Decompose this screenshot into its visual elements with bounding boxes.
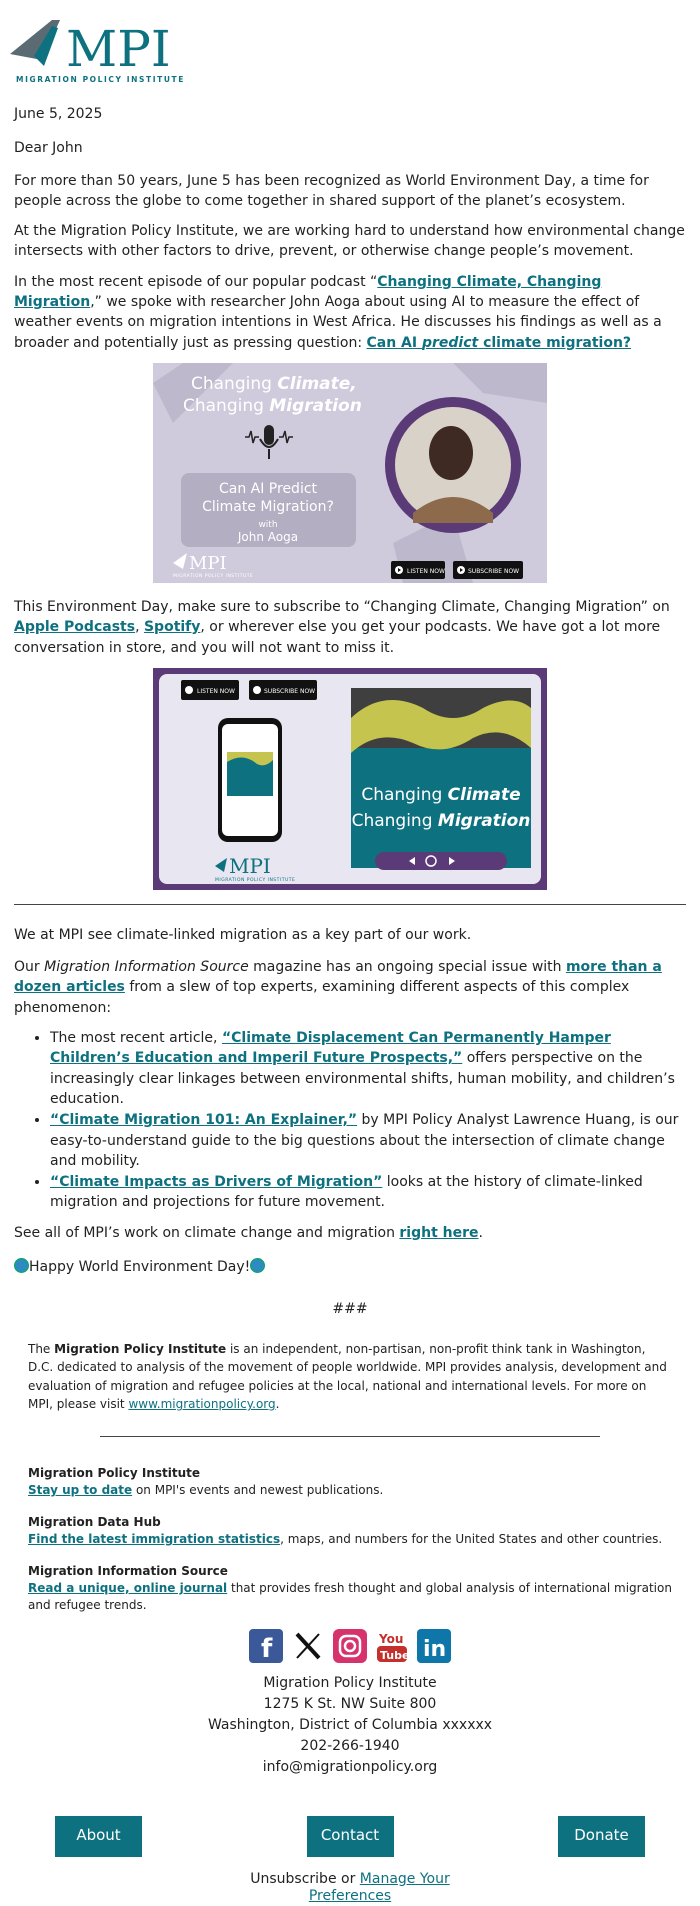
website-link[interactable]: www.migrationpolicy.org xyxy=(128,1397,276,1412)
youtube-icon[interactable] xyxy=(375,1629,409,1663)
articles-list xyxy=(14,1028,686,1213)
section-divider xyxy=(14,904,686,905)
svg-text:SUBSCRIBE NOW: SUBSCRIBE NOW xyxy=(264,687,316,695)
about-mpi: The Migration Policy Institute is an independent, non-partisan, non-profit think tank in Washington, D.C. dedicated to analysis of the movement of people worldwide. MPI provides analysis, development and evaluation of migration and refugee policies at the local, national and international levels. For more on MPI, please visit www.migrationpolicy.org. xyxy=(28,1341,667,1412)
spotify-link[interactable]: Spotify xyxy=(143,619,201,636)
paragraph-7: See all of MPI’s work on climate change and migration right here. xyxy=(14,1224,483,1241)
can-ai-predict-link[interactable]: Can AI predict climate migration? xyxy=(366,334,632,351)
x-icon[interactable] xyxy=(291,1629,325,1663)
podcast-subscribe-banner[interactable] xyxy=(153,668,547,890)
postal-address: Migration Policy Institute 1275 K St. NW Suite 800 Washington, District of Columbia xxxxxx 202-266-1940 info@migrationpolicy.org xyxy=(207,1674,493,1775)
stay-up-to-date-link[interactable]: Stay up to date xyxy=(28,1483,133,1498)
email-date: June 5, 2025 xyxy=(14,106,103,122)
banner1-title-line1: Changing Climate, xyxy=(191,373,357,394)
svg-text:in: in xyxy=(423,1636,447,1662)
globe-icon xyxy=(250,1258,265,1273)
svg-text:You: You xyxy=(379,1631,404,1646)
phone-mockup xyxy=(218,718,282,842)
article-link-drivers[interactable]: “Climate Impacts as Drivers of Migration” xyxy=(50,1174,383,1191)
logo-tagline: MIGRATION POLICY INSTITUTE xyxy=(16,75,185,84)
banner1-guest: John Aoga xyxy=(237,529,299,544)
list-item: • “Climate Impacts as Drivers of Migration” looks at the history of climate-linked migration and projections for future movement. xyxy=(50,1172,686,1213)
greeting: Dear John xyxy=(14,140,83,157)
footer-divider xyxy=(100,1436,600,1437)
online-journal-link[interactable]: Read a unique, online journal xyxy=(28,1580,228,1595)
manage-preferences-link[interactable]: Manage Your xyxy=(359,1870,450,1887)
paragraph-1: For more than 50 years, June 5 has been recognized as World Environment Day, a time for people across the globe to come together in shared support of the planet’s ecosystem. xyxy=(14,172,649,209)
org-block-mpi: Migration Policy Institute Stay up to date on MPI's events and newest publications. xyxy=(28,1465,384,1498)
banner2-listen-button[interactable] xyxy=(181,680,239,700)
org-block-data-hub: Migration Data Hub Find the latest immigration statistics, maps, and numbers for the United States and other countries. xyxy=(28,1514,663,1547)
banner1-title-line2: Changing Migration xyxy=(183,395,362,416)
about-button[interactable]: About xyxy=(55,1816,142,1857)
svg-text:SUBSCRIBE NOW: SUBSCRIBE NOW xyxy=(468,567,520,575)
article-link-displacement[interactable]: “Climate Displacement Can Permanently Hamper Children’s Education and Imperil Future Prospects,” xyxy=(50,1030,611,1067)
banner2-subscribe-button[interactable] xyxy=(249,680,317,700)
globe-icon xyxy=(14,1258,29,1273)
paragraph-5: We at MPI see climate-linked migration as a key part of our work. xyxy=(14,926,472,943)
paragraph-6: Our Migration Information Source magazine has an ongoing special issue with more than a dozen articles from a slew of top experts, examining different aspects of this complex phenomenon: xyxy=(14,959,662,1016)
social-links xyxy=(0,1629,700,1663)
banner1-subscribe-button[interactable] xyxy=(453,561,523,579)
immigration-statistics-link[interactable]: Find the latest immigration statistics xyxy=(28,1532,281,1547)
svg-text:LISTEN NOW: LISTEN NOW xyxy=(407,567,445,575)
svg-text:LISTEN NOW: LISTEN NOW xyxy=(197,687,235,695)
paragraph-4: This Environment Day, make sure to subscribe to “Changing Climate, Changing Migration” on Apple Podcasts, Spotify, or wherever else you get your podcasts. We have got a lot more conversation in store, and you will not want to miss it. xyxy=(14,598,670,656)
banner1-question: Can AI Predict Climate Migration? xyxy=(202,480,334,515)
right-here-link[interactable]: right here xyxy=(399,1224,479,1241)
podcast-episode-banner[interactable] xyxy=(153,363,547,583)
svg-text:f: f xyxy=(261,1633,273,1663)
linkedin-icon[interactable] xyxy=(417,1629,451,1663)
list-item: • The most recent article, “Climate Displacement Can Permanently Hamper Children’s Education and Imperil Future Prospects,” offers perspective on the increasingly clear linkages between environmental shifts, human mobility, and children’s education. xyxy=(50,1028,686,1109)
svg-text:MPI: MPI xyxy=(229,853,271,878)
svg-text:MIGRATION POLICY INSTITUTE: MIGRATION POLICY INSTITUTE xyxy=(173,573,254,579)
list-item: • “Climate Migration 101: An Explainer,” by MPI Policy Analyst Lawrence Huang, is our easy-to-understand guide to the big questions about the intersection of climate change and mobility. xyxy=(50,1110,686,1171)
apple-podcasts-link[interactable]: Apple Podcasts xyxy=(14,619,136,636)
guest-photo xyxy=(385,397,521,533)
contact-button[interactable]: Contact xyxy=(307,1816,394,1857)
svg-text:Tube: Tube xyxy=(380,1648,409,1662)
paragraph-3: In the most recent episode of our popular podcast “Changing Climate, Changing Migration,” we spoke with researcher John Aoga about using AI to measure the effect of weather events on migration intentions in West Africa. He discusses his findings as well as a broader and potentially just as pressing question: Can AI predict climate migration? xyxy=(14,273,662,351)
unsubscribe-line xyxy=(0,1871,700,1906)
article-link-explainer[interactable]: “Climate Migration 101: An Explainer,” xyxy=(50,1112,358,1129)
podcast-link[interactable]: Changing Climate, Changing Migration xyxy=(14,273,602,311)
cover-title-line2: Changing Migration xyxy=(351,810,531,831)
donate-button[interactable]: Donate xyxy=(558,1816,645,1857)
banner1-with: with xyxy=(258,519,278,530)
svg-text:MIGRATION POLICY INSTITUTE: MIGRATION POLICY INSTITUTE xyxy=(215,877,296,883)
logo-text: MPI xyxy=(66,20,171,78)
special-issue-link[interactable]: more than a dozen articles xyxy=(14,959,662,996)
cover-title-line1: Changing Climate xyxy=(361,784,521,805)
org-block-source: Migration Information Source Read a unique, online journal that provides fresh thought and global analysis of international migration and refugee trends. xyxy=(28,1563,672,1613)
manage-preferences-link-cont[interactable]: Preferences xyxy=(308,1888,392,1905)
banner1-listen-button[interactable] xyxy=(391,561,445,579)
paragraph-2: At the Migration Policy Institute, we are working hard to understand how environmental change intersects with other factors to drive, prevent, or otherwise change people’s movement. xyxy=(14,223,685,260)
mpi-logo[interactable] xyxy=(0,0,700,84)
podcast-cover-art xyxy=(351,688,531,870)
instagram-icon[interactable] xyxy=(333,1629,367,1663)
end-mark: ### xyxy=(332,1301,368,1318)
unsubscribe-link[interactable]: Unsubscribe or xyxy=(250,1870,360,1887)
facebook-icon[interactable] xyxy=(249,1629,283,1663)
paragraph-8: Happy World Environment Day! xyxy=(14,1257,686,1277)
footer-buttons xyxy=(0,1816,700,1857)
svg-text:MPI: MPI xyxy=(189,552,227,574)
